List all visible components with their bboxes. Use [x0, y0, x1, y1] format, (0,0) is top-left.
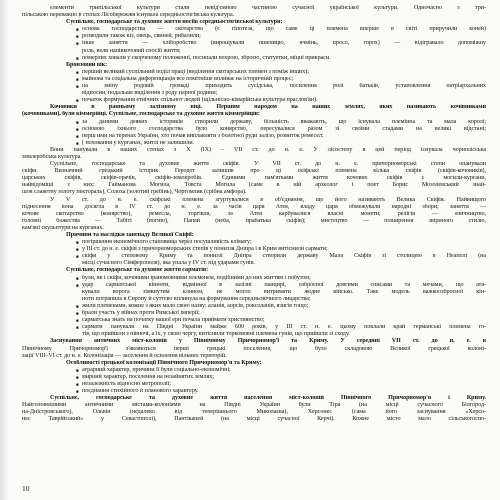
text-line: на-Дністровського), Ольвія (недалеко від теперішнього Миколаєва), Херсонес (сама його заснування «Херсо- — [22, 409, 486, 416]
text-line: елементи трипільської культури стали невід'ємною частиною сучасної української культури. Одночасно з три- — [50, 5, 486, 11]
text-line: найвідоміші з них: Гайманова Могила, Товста Могила (саме в ній археолог і поет Борис Мозолевський знай- — [22, 182, 486, 189]
text-line: відносин, подальше виділення з роду парної родини; — [82, 90, 218, 97]
text-line: ■ брали участь у війнах проти Римської імперії; — [22, 310, 486, 317]
text-line: кочове скотарство (конярство), ремесла, торгівля, за Атея карбувалися власні монети; релігія — язичництво, — [22, 210, 486, 217]
text-line: ■ удар сарматської кінноти, відмінної в залізні панцирі, озброєної довгими списами та мечами, що ата- — [22, 282, 486, 289]
text-line: тів, що прийшли з півночі, а їх, у свою чергу, витіснили торкомовні племена гунів, що прийшли зі сходу. — [82, 331, 350, 338]
text-line: Суспільне, господарське та духовне життя носіїв середньостогівської культури: — [66, 19, 283, 26]
text-line: ■ перш ими на теренах України, хто почав виплавляти з болотної руди залізо, розвиток ремесел; — [22, 133, 486, 140]
text-line: Кочовики в ранньому залізному віці. Першим народом на наших землях, яких називають кочівниками — [50, 104, 486, 111]
text-line: шов славетну золоту пектораль), Солоха (золотий гребінь), Чортомлик (срібна амфора). — [22, 189, 247, 196]
text-line: ■ інше заняття — хліборобство (вирощували пшеницю, ячмінь, просо, горох) — відігравало допоміжну — [22, 40, 486, 47]
text-line: ■ сарматська знать на початку нашої ери почала приймати християнство; — [22, 317, 486, 324]
text-line: Особливості грецької колонізації Північного Причорномор'я та Криму: — [66, 359, 262, 366]
text-line: ■ основа господарства — скотарство (є гіпотеза, що саме ці племена вперше в світі приручили коней) — [22, 26, 486, 33]
text-line: кам'яні скульптури на курганах. — [22, 224, 104, 231]
text-line: Вони панували в наших степах з X (IX) – VII ст. до н. е. У лісостепу в цей період існувала чорнолісська — [50, 146, 486, 153]
text-line: місці сучасного Сімферополя), яка упала у IV ст. під ударами гунів. — [82, 260, 255, 267]
page-text — [22, 5, 486, 424]
text-line: головні божества — Табіті (вогню), Папай (неба, прабатька скіфів); мистецтво — поширення звіриного стилю, — [22, 217, 486, 224]
text-line: кували ворога зімкнутим клином, не могло витримати жодне військо. Таке модель важкоозброєної кін- — [82, 288, 486, 295]
text-line: Суспільне, господарське та духовне життя населення міст-колоній Північного Причорномор'я і Криму. — [50, 395, 486, 402]
text-line: Суспільне, господарське та духовне життя скіфів. У VII ст. до н. е. причорноморські степи опанували — [50, 161, 486, 168]
text-line: Найголовнішими античними містами-колоніями на Півдні України були Тіра (на місці сучасного Білгород- — [22, 402, 486, 409]
text-line: ■ були, як і скіфи, кочовими іраномовними племенем, подібними до них життям і побутом; — [22, 275, 486, 282]
page-number: 10 — [22, 484, 30, 493]
text-line: ■ [ поховання у курганах, житлі не залишили. — [22, 140, 486, 147]
text-line: піднесення вона досягла в IV ст. до н. е. за часів царя Атея, владу царя обмежували народні збори; заняття — — [22, 203, 486, 210]
text-line: Заснування античних міст-колоній у Північному Причорномор'ї та Криму. У середині VII ст. до н. е. в — [50, 338, 486, 345]
text-line: Причини та наслідки занепаду Великої Скіфії: — [66, 232, 194, 238]
text-line: ■ аграрний характер, причини її були соціально-економічні; — [22, 367, 486, 374]
text-line: ■ майнова та соціальна диференціація все помітніше впливає на історичний процес; — [22, 76, 486, 83]
text-line: Північному Причорномор'ї з'являються перші грецькі поселення, що було складовою Великої грецької колоні- — [22, 345, 486, 352]
text-line: ■ незалежність відносно метрополії; — [22, 381, 486, 388]
text-line: роль, вели напівкочовий спосіб життя; — [82, 47, 181, 54]
text-line: ■ скіфи у степовому Криму та пониззі Дніпра створили державу Мала Скіфія зі столицею в Неаполі (на — [22, 253, 486, 260]
text-line: ■ погіршення економічного становища через посушливість клімату; — [22, 239, 486, 246]
text-line: ■ розводили також кіз, овець, свиней, рибалили; — [22, 33, 486, 40]
text-line: ■ за даними деяких істориків створили державу, більшість вважають, що існувала племінна та мала королі; — [22, 119, 486, 126]
text-line: ■ основою їхнього господарства було конярство, пересувалися разом зі своїми стадами на великі відстані; — [22, 126, 486, 133]
text-line: ■ сармати панували на Півдні України майже 600 років, у III ст. н. е. цьому поклали край германські племена го- — [22, 324, 486, 331]
text-line: землеробська культура. — [22, 153, 82, 160]
text-line: (кочовиками), були кіммерійці. Суспільне, господарське та духовне життя кіммерійців: — [22, 111, 260, 118]
text-line: ■ жили племенами, кожне з яких мало свою назву: аланів, аорсів, роксоланів, язигів тощо; — [22, 303, 486, 310]
text-line: нес Таврійський» у Севастополі), Пантікапей (на місці сучасної Керчі). Кожне місто мало сільськогоспо- — [22, 416, 486, 423]
text-line: ноти потрапила в Європу й суттєво вплинула на формування середньовічного лицарства; — [82, 295, 311, 302]
text-line: ■ у III ст. до н. е. скіфів з причорноморських степів у пониззя Дніпра і в Крим витіснили сармати; — [22, 246, 486, 253]
text-line: ■ поєднання стихійного й планового характеру. — [22, 388, 486, 395]
text-line: скіфи. Визначний грецький історик Геродот залишив про ці скіфські племена кілька скіфів (скіфів-кочовиків), — [22, 168, 486, 175]
text-line: ■ померлих ховали у скорченому положенні, посипали вохрою, зброєю, статуетки, міцні прикраси. — [22, 55, 486, 62]
text-line: Бронзовий вік: — [66, 61, 108, 68]
text-line: ■ перший великий суспільний поділ праці (виділення скотарських племен з поміж інших); — [22, 69, 486, 76]
text-line: пільською переважно в степах Лісобережжя існувала середньостогівська культура. — [22, 12, 235, 19]
text-line: зації VIII–VI ст. до н. е. Колонізація — заселення й освоєння вільних територій. — [22, 352, 227, 359]
text-line: Суспільне, господарське та духовне життя сарматів: — [66, 267, 209, 274]
text-line: У V ст. до н. е. скіфські племена згуртувалися в об'єднання, що його називають Велика Скіфія. Найвищого — [50, 196, 486, 203]
text-line: ■ на зміну родовій громаді приходить сусідська, посилення ролі батьків, установлення патріархальних — [22, 83, 486, 90]
text-line: царських скіфів, скіфів-орачів, скіфів-землеробів. Єдиними пам'ятками життя кочових скіфів є могили-кургани, — [22, 175, 486, 182]
text-line: ■ мирний характер, поселення на незайнятих землях; — [22, 374, 486, 381]
text-line: ■ початок формування етнічних спільнот людей (щільнісно-кімарійська культура праслов'ян). — [22, 97, 486, 104]
